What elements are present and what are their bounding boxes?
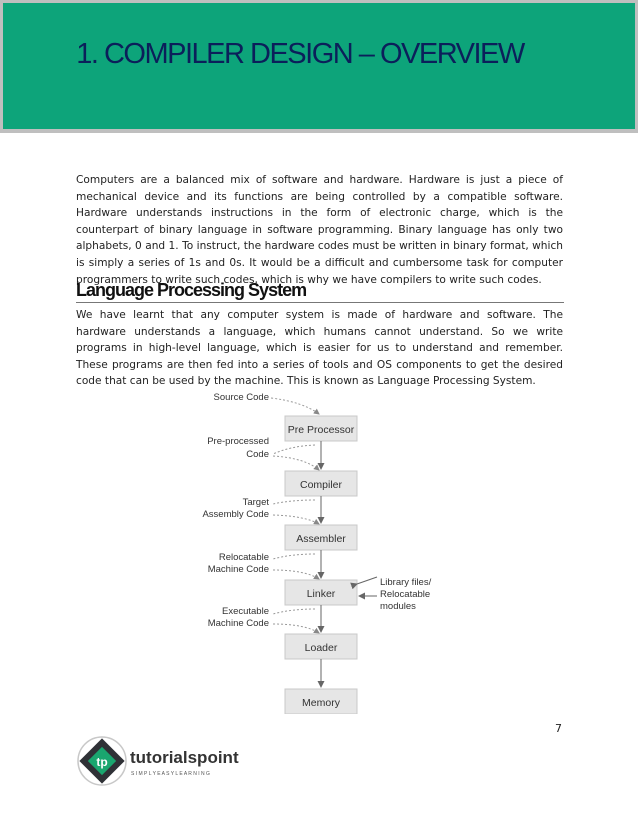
box-label-linker: Linker [306,588,336,600]
label-relocatable-2: Machine Code [207,564,269,575]
label-executable-1: Executable [221,606,269,617]
dotted-connector [273,456,319,470]
tutorialspoint-logo [76,733,266,789]
library-out-arrow [357,577,377,584]
box-pre-processor [285,416,357,441]
label-library-3: modules [380,601,416,612]
dotted-connector [273,624,319,633]
dotted-connector [271,398,319,414]
label-library-1: Library files/ [380,577,432,588]
label-library-2: Relocatable [380,589,431,600]
dotted-connector [273,500,315,504]
label-preprocessed-2: Code [246,449,269,460]
section-paragraph: We have learnt that any computer system is made of hardware and software. The hardware understands a language, which humans cannot understand. So we write programs in high-level language, which is easier for us to understand and remember. These programs are then fed into a series of tools and OS components to get the desired code that can be used by the machine. This is known as Language Processing System. [76,309,563,388]
dotted-connector [273,609,315,614]
chapter-title: 1. COMPILER DESIGN – OVERVIEW [76,38,524,70]
box-loader [285,634,357,659]
label-source-code: Source Code [213,392,269,403]
box-label-assembler: Assembler [296,533,346,545]
dotted-connector [273,570,319,579]
section-heading: Language Processing System [76,280,564,303]
intro-paragraph: Computers are a balanced mix of software and hardware. Hardware is just a piece of mechanical device and its functions are being controlled by a compatible software. Hardware understands instructions in the form of electronic charge, which is the counterpart of binary language in software programming. Binary language has only two alphabets, 0 and 1. To instruct, the hardware codes must be written in binary format, which is simply a series of 1s and 0s. It would be a difficult and cumbersome task for computer programmers to write such codes, which is why we have compilers to write such codes. [76,174,563,286]
chapter-banner [0,0,638,133]
label-target-2: Assembly Code [202,509,269,520]
box-memory [285,689,357,714]
dotted-connector [273,515,319,524]
box-label-loader: Loader [304,642,338,654]
svg-text:tp: tp [96,755,108,769]
label-target-1: Target [242,497,269,508]
logo-tagline: S I M P L Y E A S Y L E A R N I N G [131,771,210,777]
dotted-connector [273,554,315,559]
label-relocatable-1: Relocatable [218,552,269,563]
box-label-memory: Memory [302,697,340,709]
box-compiler [285,471,357,496]
logo-brand: tutorialspoint [130,748,239,767]
box-assembler [285,525,357,550]
box-label-compiler: Compiler [299,479,343,491]
label-preprocessed-1: Pre-processed [207,436,269,447]
label-executable-2: Machine Code [207,618,269,629]
box-label-pre-processor: Pre Processor [287,424,355,436]
language-processing-diagram [195,384,475,714]
dotted-connector [273,445,315,454]
box-linker [285,580,357,605]
page-number: 7 [555,722,562,735]
